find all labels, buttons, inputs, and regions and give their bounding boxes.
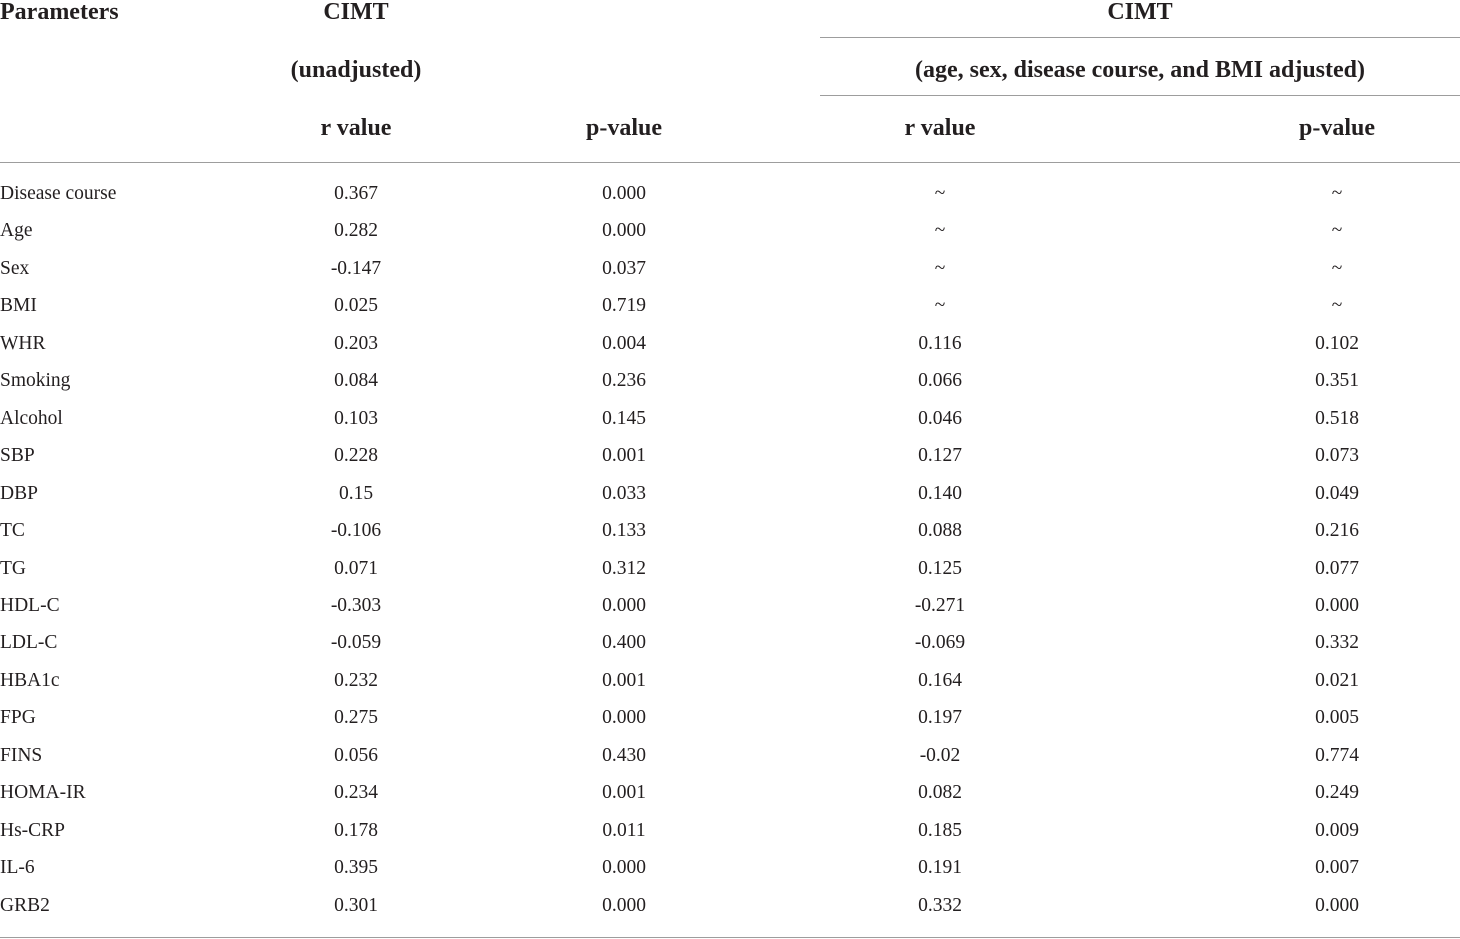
- cell-r-adjusted: 0.046: [918, 408, 962, 429]
- cell-r-unadjusted: 0.367: [334, 183, 378, 204]
- table-bottom-rule: [0, 937, 1460, 938]
- cell-p-adjusted: 0.351: [1315, 370, 1359, 391]
- cell-parameter: Hs-CRP: [0, 820, 66, 841]
- cell-p-unadjusted: 0.145: [602, 408, 646, 429]
- cell-p-unadjusted: 0.011: [602, 820, 646, 841]
- cell-parameter: HDL-C: [0, 595, 60, 616]
- header-adjusted-rule-top: [820, 37, 1460, 38]
- cell-parameter: HOMA-IR: [0, 782, 86, 803]
- header-adjusted-title: CIMT: [1107, 0, 1173, 25]
- cell-r-unadjusted: 0.228: [334, 445, 378, 466]
- cell-r-adjusted: 0.116: [918, 333, 962, 354]
- cell-p-adjusted: 0.073: [1315, 445, 1359, 466]
- cell-r-unadjusted: 0.301: [334, 895, 378, 916]
- cell-p-unadjusted: 0.033: [602, 483, 646, 504]
- cell-p-unadjusted: 0.000: [602, 707, 646, 728]
- cell-p-adjusted: 0.518: [1315, 408, 1359, 429]
- cell-p-adjusted: 0.102: [1315, 333, 1359, 354]
- cell-p-adjusted: ~: [1331, 295, 1343, 316]
- cell-p-unadjusted: 0.000: [602, 857, 646, 878]
- cell-p-adjusted: 0.249: [1315, 782, 1359, 803]
- header-col-p-unadjusted: p-value: [585, 115, 663, 141]
- cell-parameter: FPG: [0, 707, 36, 728]
- cell-r-adjusted: ~: [934, 258, 946, 279]
- cell-r-unadjusted: 0.103: [334, 408, 378, 429]
- cell-p-adjusted: ~: [1331, 220, 1343, 241]
- cell-p-adjusted: 0.332: [1315, 632, 1359, 653]
- cell-p-unadjusted: 0.000: [602, 595, 646, 616]
- cell-r-unadjusted: -0.303: [330, 595, 382, 616]
- cell-p-unadjusted: 0.133: [602, 520, 646, 541]
- cell-p-adjusted: 0.049: [1315, 483, 1359, 504]
- cell-p-unadjusted: 0.037: [602, 258, 646, 279]
- cell-r-unadjusted: 0.232: [334, 670, 378, 691]
- header-parameters: Parameters: [0, 0, 119, 25]
- cell-r-adjusted: ~: [934, 220, 946, 241]
- cell-r-unadjusted: 0.275: [334, 707, 378, 728]
- cell-p-unadjusted: 0.004: [602, 333, 646, 354]
- cell-r-unadjusted: 0.084: [334, 370, 378, 391]
- cell-p-adjusted: 0.000: [1315, 895, 1359, 916]
- cell-parameter: WHR: [0, 333, 46, 354]
- cell-p-adjusted: 0.009: [1315, 820, 1359, 841]
- cell-r-unadjusted: 0.178: [334, 820, 378, 841]
- header-divider: [0, 162, 1460, 163]
- cell-p-unadjusted: 0.236: [602, 370, 646, 391]
- cell-p-adjusted: ~: [1331, 183, 1343, 204]
- cell-r-adjusted: 0.066: [918, 370, 962, 391]
- header-unadjusted-title: CIMT: [323, 0, 389, 25]
- cell-r-unadjusted: 0.395: [334, 857, 378, 878]
- cell-parameter: IL-6: [0, 857, 35, 878]
- cell-r-adjusted: 0.125: [918, 558, 962, 579]
- header-unadjusted-subtitle: (unadjusted): [290, 57, 422, 83]
- cell-parameter: TG: [0, 558, 26, 579]
- cell-r-adjusted: 0.332: [918, 895, 962, 916]
- cell-p-unadjusted: 0.430: [602, 745, 646, 766]
- cell-r-adjusted: 0.197: [918, 707, 962, 728]
- cell-parameter: TC: [0, 520, 25, 541]
- cell-r-unadjusted: 0.234: [334, 782, 378, 803]
- cell-r-unadjusted: 0.056: [334, 745, 378, 766]
- header-adjusted-rule-bottom: [820, 95, 1460, 96]
- header-col-p-adjusted: p-value: [1298, 115, 1376, 141]
- cell-p-unadjusted: 0.001: [602, 782, 646, 803]
- cell-p-adjusted: 0.005: [1315, 707, 1359, 728]
- cell-parameter: LDL-C: [0, 632, 58, 653]
- cell-parameter: Smoking: [0, 370, 71, 391]
- cell-p-unadjusted: 0.001: [602, 445, 646, 466]
- cell-parameter: DBP: [0, 483, 38, 504]
- cell-p-adjusted: 0.216: [1315, 520, 1359, 541]
- cell-p-unadjusted: 0.000: [602, 895, 646, 916]
- cell-r-adjusted: 0.088: [918, 520, 962, 541]
- cell-parameter: Disease course: [0, 183, 117, 204]
- header-col-r-adjusted: r value: [904, 115, 976, 141]
- cell-parameter: SBP: [0, 445, 35, 466]
- cell-p-unadjusted: 0.312: [602, 558, 646, 579]
- cell-r-adjusted: -0.271: [914, 595, 966, 616]
- cell-r-adjusted: ~: [934, 295, 946, 316]
- cell-r-adjusted: 0.127: [918, 445, 962, 466]
- cell-p-adjusted: 0.007: [1315, 857, 1359, 878]
- header-adjusted-subtitle: (age, sex, disease course, and BMI adjusted): [915, 57, 1365, 83]
- cell-r-unadjusted: 0.282: [334, 220, 378, 241]
- cell-p-adjusted: 0.021: [1315, 670, 1359, 691]
- cell-r-unadjusted: -0.106: [330, 520, 382, 541]
- cell-parameter: BMI: [0, 295, 37, 316]
- cell-p-adjusted: 0.077: [1315, 558, 1359, 579]
- cell-r-adjusted: 0.140: [918, 483, 962, 504]
- cell-r-adjusted: 0.082: [918, 782, 962, 803]
- cell-parameter: HBA1c: [0, 670, 60, 691]
- cell-p-unadjusted: 0.719: [602, 295, 646, 316]
- cell-r-adjusted: 0.185: [918, 820, 962, 841]
- cell-r-adjusted: 0.191: [918, 857, 962, 878]
- cell-p-adjusted: 0.774: [1315, 745, 1359, 766]
- cell-r-unadjusted: 0.203: [334, 333, 378, 354]
- cell-p-unadjusted: 0.000: [602, 183, 646, 204]
- cell-parameter: FINS: [0, 745, 43, 766]
- cell-r-adjusted: 0.164: [918, 670, 962, 691]
- cell-p-adjusted: ~: [1331, 258, 1343, 279]
- cell-p-unadjusted: 0.400: [602, 632, 646, 653]
- cell-r-unadjusted: -0.059: [330, 632, 382, 653]
- cell-r-adjusted: -0.069: [914, 632, 966, 653]
- cell-r-adjusted: ~: [934, 183, 946, 204]
- cell-r-unadjusted: 0.071: [334, 558, 378, 579]
- cell-r-adjusted: -0.02: [919, 745, 961, 766]
- cell-parameter: Alcohol: [0, 408, 63, 429]
- header-col-r-unadjusted: r value: [320, 115, 392, 141]
- cell-parameter: Age: [0, 220, 33, 241]
- cell-r-unadjusted: 0.025: [334, 295, 378, 316]
- cell-r-unadjusted: -0.147: [330, 258, 382, 279]
- cell-parameter: Sex: [0, 258, 30, 279]
- cell-p-adjusted: 0.000: [1315, 595, 1359, 616]
- cell-parameter: GRB2: [0, 895, 50, 916]
- cell-p-unadjusted: 0.000: [602, 220, 646, 241]
- cell-r-unadjusted: 0.15: [338, 483, 374, 504]
- cell-p-unadjusted: 0.001: [602, 670, 646, 691]
